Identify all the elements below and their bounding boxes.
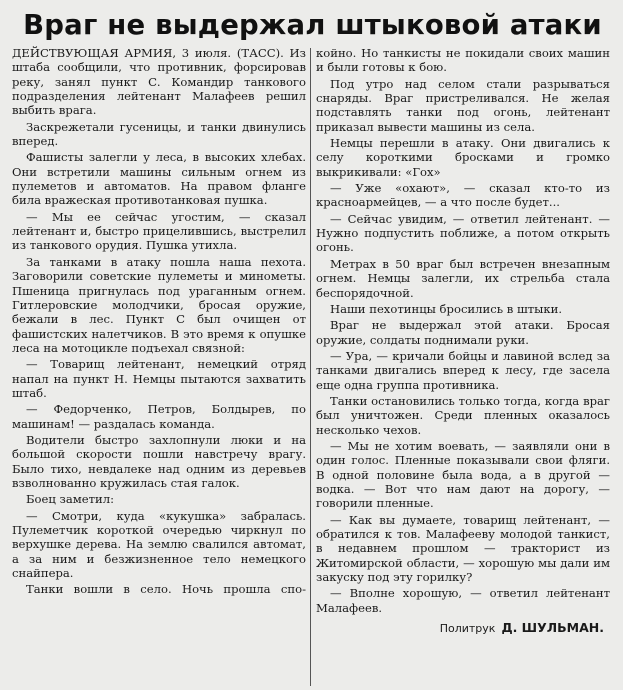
paragraph: Метрах в 50 враг был встречен внезапным огнем. Немцы залегли, их стрельба стала беспорядочной. xyxy=(316,256,610,300)
paragraph: Враг не выдержал этой атаки. Бросая оружие, солдаты поднимали руки. xyxy=(316,318,610,347)
paragraph: Водители быстро захлопнули люки и на большой скорости пошли навстречу врагу. Было тихо, невдалеке над одним из деревьев взволнованно кружилась стая галок. xyxy=(12,432,306,490)
paragraph: Наши пехотинцы бросились в штыки. xyxy=(330,301,563,316)
paragraph: ДЕЙСТВУЮЩАЯ АРМИЯ, 3 июля. (ТАСС). Из штаба сообщили, что противник, форсировав реку, занял пункт С. Командир танкового подразделения лейтенант Малафеев решил выбить врага. xyxy=(12,46,306,118)
paragraph: — Вполне хорошую, — ответил лейтенант Малафеев. xyxy=(316,586,610,615)
paragraph: — Федорченко, Петров, Болдырев, по машинам! — раздалась команда. xyxy=(12,402,306,431)
paragraph: Под утро над селом стали разрываться снаряды. Враг пристреливался. Не желая подставлять танки под огонь, лейтенант приказал вывести машины из села. xyxy=(316,76,610,134)
left-column xyxy=(12,46,306,686)
paragraph: — Смотри, куда «кукушка» забралась. Пулеметчик короткой очередью чиркнул по верхушке дерева. На землю свалился автомат, а за ним и безжизненное тело немецкого снайпера. xyxy=(12,508,306,581)
article-body xyxy=(12,46,613,686)
paragraph: Танки вошли в село. Ночь прошла спо- xyxy=(26,582,306,597)
paragraph: — Ура, — кричали бойцы и лавиной вслед за танками двигались вперед к лесу, где засела еще одна группа противника. xyxy=(316,348,610,392)
paragraph: — Уже «охают», — сказал кто-то из красноармейцев, — а что после будет... xyxy=(316,181,610,210)
paragraph: — Мы ее сейчас угостим, — сказал лейтенант и, быстро прицелившись, выстрелил из танкового орудия. Пушка утихла. xyxy=(12,209,306,253)
author-signature xyxy=(316,621,610,636)
headline: Враг не выдержал штыковой атаки xyxy=(23,9,602,41)
paragraph: — Мы не хотим воевать, — заявляли они в один голос. Пленные показывали свои фляги. В одной половине была вода, а в другой — водка. — Вот что нам дают на дорогу, — говорили пленные. xyxy=(316,438,610,511)
paragraph: койно. Но танкисты не покидали своих машин и были готовы к бою. xyxy=(316,46,610,75)
paragraph: — Товарищ лейтенант, немецкий отряд напал на пункт Н. Немцы пытаются захватить штаб. xyxy=(12,357,306,400)
right-column xyxy=(316,46,610,686)
paragraph: Танки остановились только тогда, когда враг был уничтожен. Среди пленных оказалось несколько чехов. xyxy=(316,393,610,437)
author-role: Политрук xyxy=(439,622,496,636)
paragraph: Боец заметил: xyxy=(26,492,115,507)
paragraph: — Как вы думаете, товарищ лейтенант, — обратился к тов. Малафееву молодой танкист, в недавнем прошлом — тракторист из Житомирской области, — хорошую мы дали им закуску под эту горилку? xyxy=(316,512,610,585)
author-name: Д. ШУЛЬМАН. xyxy=(501,620,604,636)
paragraph: Немцы перешли в атаку. Они двигались к селу короткими бросками и громко выкрикивали: «Гох» xyxy=(316,136,610,179)
column-divider xyxy=(310,48,311,686)
paragraph: Фашисты залегли у леса, в высоких хлебах. Они встретили машины сильным огнем из пулеметов и автоматов. На правом фланге била вражеская противотанковая пушка. xyxy=(12,150,306,208)
paragraph: Заскрежетали гусеницы, и танки двинулись вперед. xyxy=(12,119,306,149)
paragraph: За танками в атаку пошла наша пехота. Заговорили советские пулеметы и минометы. Пшеница пригнулась под ураганным огнем. Гитлеровские молодчики, бросая оружие, бежали в лес. Пункт С был очищен от фашистских налетчиков. В это время к опушке леса на мотоцикле подъехал связной: xyxy=(12,254,306,355)
paragraph: — Сейчас увидим, — ответил лейтенант. — Нужно подпустить поближе, а потом открыть огонь. xyxy=(316,211,610,255)
